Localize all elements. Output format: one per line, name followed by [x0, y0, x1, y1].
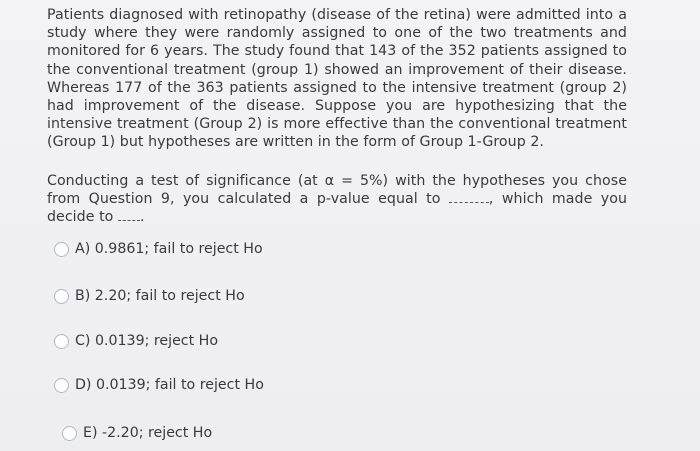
- answer-option-label: B) 2.20; fail to reject Ho: [75, 288, 245, 304]
- question-text-part-1: Conducting a test of significance (at α = 5%) with the hypotheses you chose from Question 9, you calculated a p-value equal to: [47, 173, 627, 208]
- question-text-part-2: , which made you decide to: [47, 191, 627, 226]
- radio-button[interactable]: [54, 242, 69, 257]
- answer-option-c[interactable]: [54, 331, 218, 351]
- answer-option-a[interactable]: [54, 239, 263, 259]
- p-value-blank: [449, 193, 489, 203]
- radio-button[interactable]: [62, 426, 77, 441]
- answer-option-label: D) 0.0139; fail to reject Ho: [75, 377, 264, 393]
- answer-option-e[interactable]: [62, 423, 212, 443]
- answer-option-label: E) -2.20; reject Ho: [83, 425, 213, 441]
- question-paragraph-1: Patients diagnosed with retinopathy (disease of the retina) were admitted into a study where they were randomly assigned to one of the two treatments and monitored for 6 years. The study found that 143 of the 352 patients assigned to the conventional treatment (group 1) showed an improvement of their disease. Whereas 177 of the 363 patients assigned to the intensive treatment (group 2) had improvement of the disease. Suppose you are hypothesizing that the intensive treatment (Group 2) is more effective than the conventional treatment (Group 1) but hypotheses are written in the form of Group 1-Group 2.: [47, 7, 627, 151]
- answer-option-d[interactable]: [54, 375, 264, 395]
- question-text-part-3: .: [139, 209, 145, 226]
- decision-blank: [118, 211, 140, 221]
- radio-button[interactable]: [54, 378, 69, 393]
- question-paragraph-2: [47, 172, 627, 227]
- answer-option-b[interactable]: [54, 286, 245, 306]
- answer-option-label: C) 0.0139; reject Ho: [75, 333, 219, 349]
- answer-option-label: A) 0.9861; fail to reject Ho: [75, 241, 263, 257]
- radio-button[interactable]: [54, 289, 69, 304]
- radio-button[interactable]: [54, 334, 69, 349]
